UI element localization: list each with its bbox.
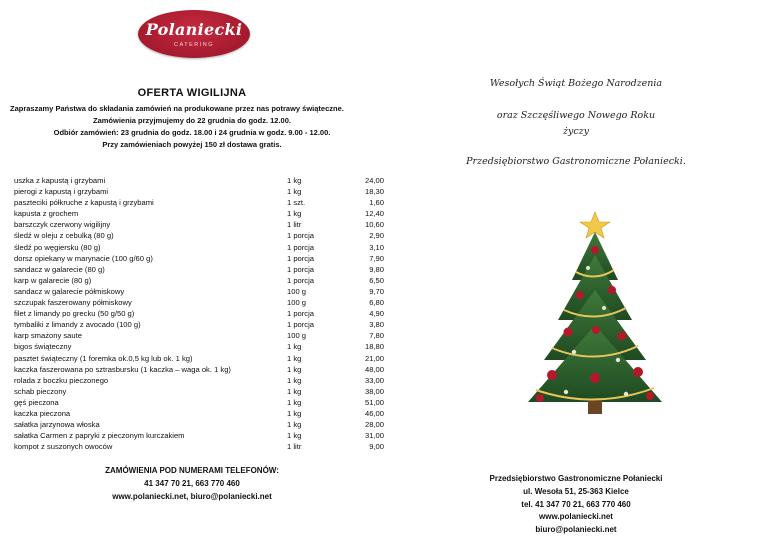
menu-item-name: sałatka Carmen z papryki z pieczonym kurczakiem xyxy=(14,431,185,441)
menu-item xyxy=(14,353,384,364)
menu-item-unit: 1 kg xyxy=(287,187,302,197)
menu-item-unit: 1 kg xyxy=(287,176,302,185)
menu-item-name: sałatka jarzynowa włoska xyxy=(14,420,100,430)
menu-item-price: 18,80 xyxy=(364,342,384,352)
menu-item-unit: 100 g xyxy=(287,331,307,341)
menu-item-name: śledź w oleju z cebulką (80 g) xyxy=(14,231,114,241)
menu-item xyxy=(14,297,384,308)
menu-item xyxy=(14,419,384,430)
orders-phones: 41 347 70 21, 663 770 460 xyxy=(144,479,240,488)
menu-item xyxy=(14,386,384,397)
menu-item-unit: 1 kg xyxy=(287,375,302,385)
menu-item xyxy=(14,341,384,352)
menu-item xyxy=(14,219,384,230)
menu-item xyxy=(14,253,384,264)
menu-item-name: barszczyk czerwony wigilijny xyxy=(14,220,111,230)
menu-item-unit: 1 porcja xyxy=(287,231,315,241)
menu-item-name: bigos świąteczny xyxy=(14,342,72,352)
menu-item xyxy=(14,286,384,297)
menu-item-price: 6,80 xyxy=(369,298,384,308)
menu-item xyxy=(14,441,384,452)
menu-item-price: 24,00 xyxy=(364,176,384,185)
greeting-line: oraz Szczęśliwego Nowego Roku xyxy=(496,110,656,121)
menu-item xyxy=(14,264,384,275)
menu-item-price: 2,90 xyxy=(369,231,384,241)
menu-item-name: pasztet świąteczny (1 foremka ok.0,5 kg lub ok. 1 kg) xyxy=(14,353,193,363)
menu-item-unit: 1 litr xyxy=(287,442,302,452)
menu-item-unit: 1 kg xyxy=(287,342,302,352)
menu-item-name: kaczka pieczona xyxy=(14,408,71,418)
menu-item-price: 1,60 xyxy=(369,198,384,208)
christmas-tree-image xyxy=(500,210,690,420)
menu-item xyxy=(14,186,384,197)
menu-item-price: 51,00 xyxy=(364,397,384,407)
menu-item-price: 28,00 xyxy=(364,420,384,430)
intro-line: Odbiór zamówień: 23 grudnia do godz. 18.00 i 24 grudnia w godz. 9.00 - 12.00. xyxy=(53,128,331,137)
menu-item-name: filet z limandy po grecku (50 g/50 g) xyxy=(14,309,135,319)
contact-tel: tel. 41 347 70 21, 663 770 460 xyxy=(521,499,631,509)
contact-address: ul. Wesoła 51, 25-363 Kielce xyxy=(523,486,629,496)
intro-line: Przy zamówieniach powyżej 150 zł dostawa gratis. xyxy=(102,140,282,149)
menu-item-price: 7,80 xyxy=(369,331,384,341)
menu-item-name: paszteciki półkruche z kapustą i grzybami xyxy=(14,198,154,208)
logo-name: Polaniecki xyxy=(145,20,243,39)
menu-item-name: dorsz opiekany w marynacie (100 g/60 g) xyxy=(14,253,153,263)
menu-item xyxy=(14,197,384,208)
menu-item-price: 48,00 xyxy=(364,364,384,374)
menu-item-unit: 1 porcja xyxy=(287,253,315,263)
menu-item-unit: 1 porcja xyxy=(287,320,315,330)
menu-item xyxy=(14,175,384,186)
menu-item xyxy=(14,275,384,286)
menu-item-name: pierogi z kapustą i grzybami xyxy=(14,187,109,197)
menu-item-price: 9,00 xyxy=(369,442,384,452)
menu-item-unit: 100 g xyxy=(287,298,307,308)
menu-item-unit: 1 kg xyxy=(287,364,302,374)
menu-item-price: 3,10 xyxy=(369,242,384,252)
contact-email: biuro@polaniecki.net xyxy=(535,525,617,535)
menu-item-price: 10,60 xyxy=(364,220,384,230)
menu-item-name: rolada z boczku pieczonego xyxy=(14,375,109,385)
offer-title: OFERTA WIGILIJNA xyxy=(137,87,247,99)
menu-item xyxy=(14,319,384,330)
intro-line: Zamówienia przyjmujemy do 22 grudnia do godz. 12.00. xyxy=(93,116,291,125)
menu-item-unit: 1 porcja xyxy=(287,309,315,319)
menu-item xyxy=(14,230,384,241)
intro-line: Zapraszamy Państwa do składania zamówień na produkowane przez nas potrawy świąteczne. xyxy=(10,104,344,113)
greeting-signature: Przedsiębiorstwo Gastronomiczne Połaniecki. xyxy=(466,156,686,167)
menu-item-price: 3,80 xyxy=(369,320,384,330)
contact-company: Przedsiębiorstwo Gastronomiczne Połaniecki xyxy=(489,474,663,483)
menu-item-price: 18,30 xyxy=(364,187,384,197)
menu-item-unit: 1 porcja xyxy=(287,242,315,252)
menu-item-name: kaczka faszerowana po sztrasbursku (1 kaczka – waga ok. 1 kg) xyxy=(14,364,231,374)
menu-item-name: karp smażony saute xyxy=(14,331,82,341)
menu-item-price: 7,90 xyxy=(369,253,384,263)
menu-item-unit: 1 kg xyxy=(287,397,302,407)
orders-block xyxy=(0,464,384,503)
menu-item-unit: 1 kg xyxy=(287,209,302,219)
company-logo xyxy=(138,10,250,58)
greeting-line: Wesołych Świąt Bożego Narodzenia xyxy=(489,78,663,89)
contact-web: www.polaniecki.net xyxy=(539,512,613,522)
menu-item-price: 9,70 xyxy=(369,286,384,296)
menu-item-name: sandacz w galarecie (80 g) xyxy=(14,264,105,274)
menu-item-name: śledź po węgiersku (80 g) xyxy=(14,242,101,252)
menu-item-unit: 1 kg xyxy=(287,353,302,363)
menu-item xyxy=(14,408,384,419)
menu-item-unit: 1 kg xyxy=(287,386,302,396)
menu-item-name: kompot z suszonych owoców xyxy=(14,442,113,452)
menu-item-name: kapusta z grochem xyxy=(14,209,79,219)
menu-item-unit: 1 kg xyxy=(287,431,302,441)
menu-item xyxy=(14,375,384,386)
menu-item-name: tymbaliki z limandy z avocado (100 g) xyxy=(14,320,141,330)
menu-item-price: 4,90 xyxy=(369,309,384,319)
menu-item-name: gęś pieczona xyxy=(14,397,59,407)
menu-item xyxy=(14,308,384,319)
contact-block xyxy=(384,473,768,537)
menu-item-price: 31,00 xyxy=(364,431,384,441)
menu-item xyxy=(14,208,384,219)
menu-item xyxy=(14,397,384,408)
menu-item xyxy=(14,242,384,253)
menu-item-name: uszka z kapustą i grzybami xyxy=(14,176,106,185)
menu-item-name: sandacz w galarecie półmiskowy xyxy=(14,286,125,296)
menu-item xyxy=(14,330,384,341)
orders-web: www.polaniecki.net, biuro@polaniecki.net xyxy=(112,492,272,501)
logo-subtitle: CATERING xyxy=(173,42,214,48)
menu-item-name: schab pieczony xyxy=(14,386,67,396)
menu-item xyxy=(14,430,384,441)
menu-item-unit: 1 litr xyxy=(287,220,302,230)
menu-item xyxy=(14,364,384,375)
menu-item-price: 12,40 xyxy=(364,209,384,219)
menu-item-price: 21,00 xyxy=(364,353,384,363)
menu-item-unit: 100 g xyxy=(287,286,307,296)
menu-item-unit: 1 szt. xyxy=(287,198,306,208)
menu-item-price: 46,00 xyxy=(364,408,384,418)
greeting-line: życzy xyxy=(562,126,590,137)
menu-item-price: 38,00 xyxy=(364,386,384,396)
menu-list xyxy=(14,175,384,452)
menu-item-unit: 1 kg xyxy=(287,420,302,430)
orders-heading: ZAMÓWIENIA POD NUMERAMI TELEFONÓW: xyxy=(105,466,279,475)
menu-item-unit: 1 kg xyxy=(287,408,302,418)
menu-item-unit: 1 porcja xyxy=(287,264,315,274)
menu-item-price: 33,00 xyxy=(364,375,384,385)
menu-item-unit: 1 porcja xyxy=(287,275,315,285)
menu-item-price: 6,50 xyxy=(369,275,384,285)
menu-item-name: karp w galarecie (80 g) xyxy=(14,275,92,285)
menu-item-price: 9,80 xyxy=(369,264,384,274)
menu-item-name: szczupak faszerowany półmiskowy xyxy=(14,298,132,308)
